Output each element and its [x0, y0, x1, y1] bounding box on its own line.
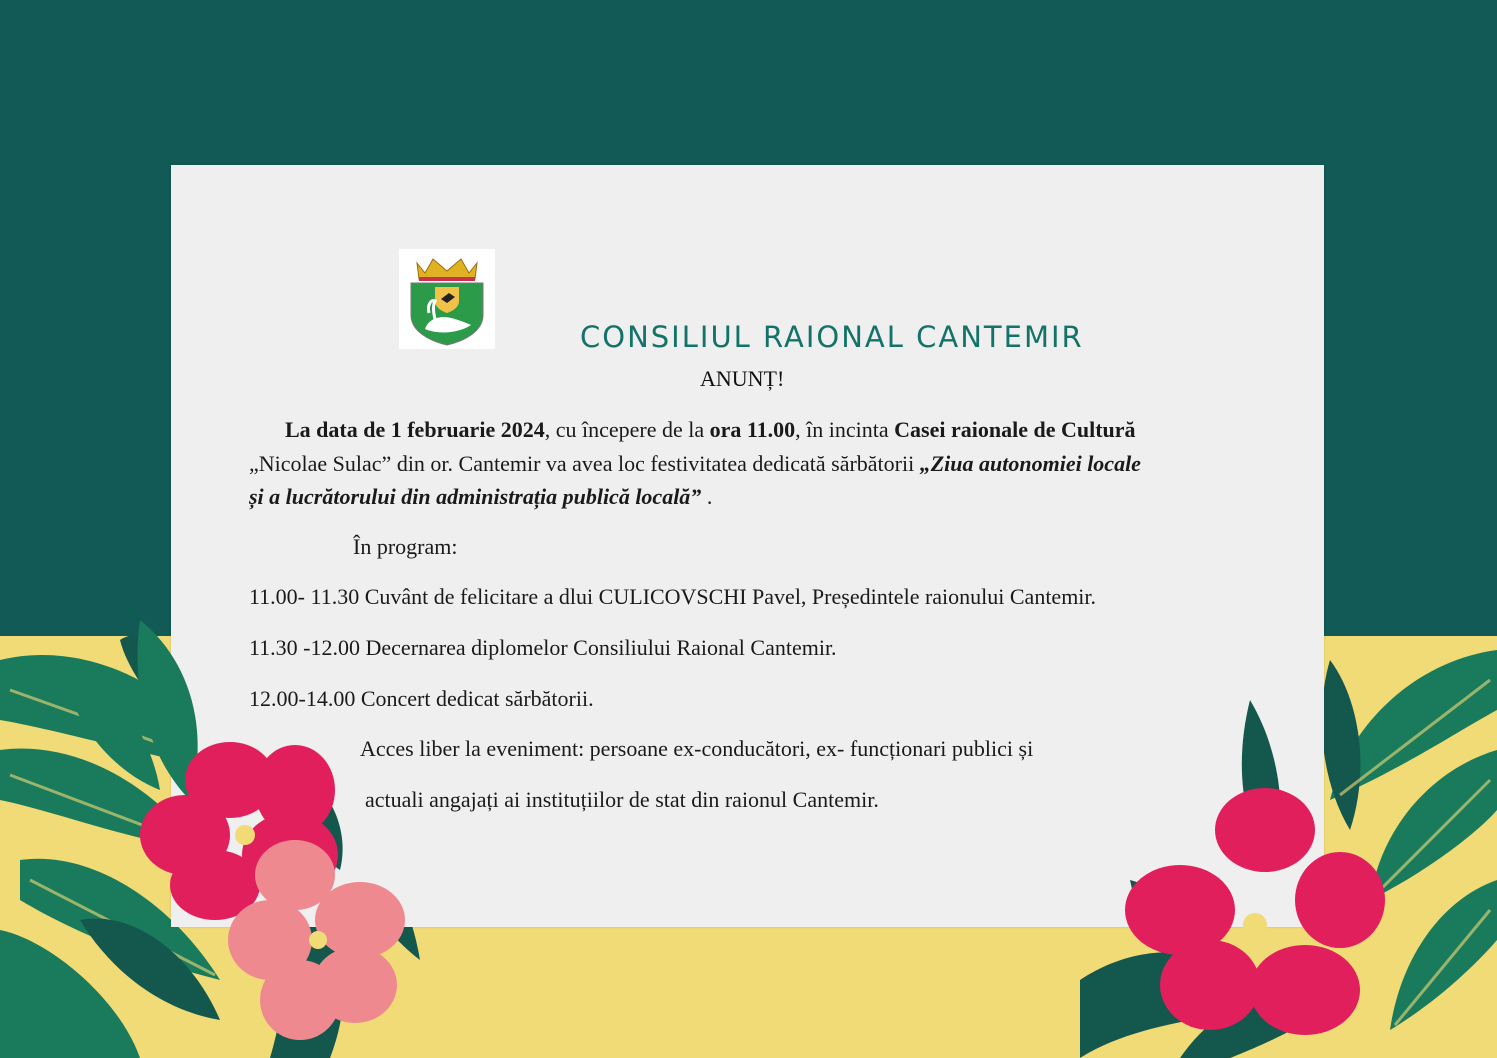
organization-title: CONSILIUL RAIONAL CANTEMIR [580, 320, 1084, 354]
event-name-part-2: și a lucrătorului din administrația publică locală” [249, 484, 702, 509]
intro-line-3 [249, 484, 712, 510]
program-item-3: 12.00-14.00 Concert dedicat sărbătorii. [249, 686, 594, 711]
program-heading: În program: [353, 534, 458, 559]
intro-line-1 [285, 417, 1136, 443]
intro-venue: Casei raionale de Cultură [894, 417, 1136, 442]
access-line-2: actuali angajați ai instituțiilor de stat din raionul Cantemir. [365, 787, 879, 812]
coat-of-arms-icon [399, 249, 495, 349]
intro-text-1: , cu începere de la [544, 417, 710, 442]
event-name-part-1: „Ziua autonomiei locale [919, 451, 1141, 476]
access-line-1: Acces liber la eveniment: persoane ex-conducători, ex- funcționari publici și [360, 736, 1034, 761]
program-item-1: 11.00- 11.30 Cuvânt de felicitare a dlui CULICOVSCHI Pavel, Președintele raionului Cantemir. [249, 584, 1097, 609]
intro-date: La data de 1 februarie 2024 [285, 417, 545, 442]
announcement-heading: ANUNȚ! [700, 366, 785, 391]
coat-of-arms-logo [399, 249, 495, 349]
intro-line-2 [249, 451, 1141, 477]
intro-text-4: . [701, 484, 713, 509]
intro-text-3: „Nicolae Sulac” din or. Cantemir va avea loc festivitatea dedicată sărbătorii [249, 451, 920, 476]
intro-time: ora 11.00 [709, 417, 796, 442]
intro-text-2: , în incinta [795, 417, 895, 442]
program-item-2: 11.30 -12.00 Decernarea diplomelor Consiliului Raional Cantemir. [249, 635, 837, 660]
